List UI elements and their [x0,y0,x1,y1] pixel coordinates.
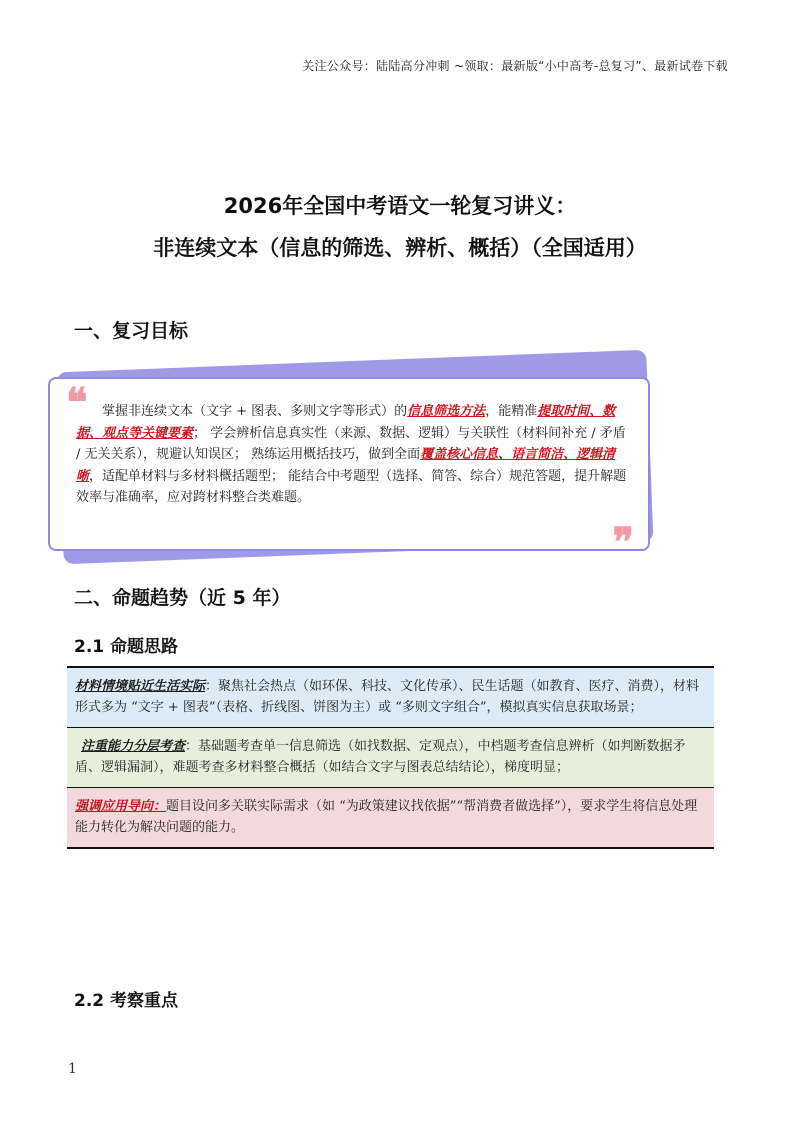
open-quote-icon: ❝ [66,379,88,426]
document-title-line2: 非连续文本（信息的筛选、辨析、概括）（全国适用） [153,236,647,260]
goal-text: 掌握非连续文本（文字 + 图表、多则文字等形式）的信息筛选方法，能精准提取时间、数据、观点等关键要素； 学会辨析信息真实性（来源、数据、逻辑）与关联性（材料间补充 / 矛盾 / 无关关系），规避认知误区； 熟练运用概括技巧，做到全面覆盖核心信息、语言简洁、逻辑清晰，适配单材料与多材料概括题型； 能结合中考题型（选择、简答、综合）规范答题，提升解题效率与准确率，应对跨材料整合类难题。 [76,404,627,505]
highlight-key-elements: 提取时间、数据、观点等关键要素 [76,404,616,441]
section-heading-trends: 二、命题趋势（近 5 年） [74,587,291,609]
highlight-filter-method: 信息筛选方法 [407,404,486,419]
trend-row [67,668,714,727]
trend-row [67,727,714,787]
trend-row [67,787,714,847]
trend-row-label: 材料情境贴近生活实际 [75,679,206,694]
trend-row-text: ：聚焦社会热点（如环保、科技、文化传承）、民生话题（如教育、医疗、消费），材料形式多为 “文字 + 图表”（表格、折线图、饼图为主）或 “多则文字组合”，模拟真实信息获取场景； [75,679,700,715]
subheading-focus: 2.2 考察重点 [74,991,179,1011]
trend-row-text: ：基础题考查单一信息筛选（如找数据、定观点），中档题考查信息辨析（如判断数据矛盾、逻辑漏洞），难题考查多材料整合概括（如结合文字与图表总结结论），梯度明显； [75,739,686,775]
trend-row-text: 题目设问多关联实际需求（如 “为政策建议找依据”“帮消费者做选择”），要求学生将信息处理能力转化为解决问题的能力。 [75,799,698,835]
section-heading-goals: 一、复习目标 [74,320,189,342]
document-title-line1: 2026年全国中考语文一轮复习讲义： [223,194,577,218]
trend-row-label: 注重能力分层考查 [81,739,186,754]
trend-row-label: 强调应用导向： [75,799,167,814]
goal-card-box [48,377,650,566]
subheading-approach: 2.1 命题思路 [74,637,179,657]
highlight-summary-criteria: 覆盖核心信息、语言简洁、逻辑清晰 [76,447,616,484]
close-quote-icon: ❞ [612,519,634,566]
header-note: 关注公众号：陆陆高分冲刺 ~领取：最新版“小中高考-总复习”、最新试卷下载 [302,59,728,73]
goal-card [46,357,658,572]
trend-table [67,666,714,849]
page-number: 1 [68,1061,77,1077]
